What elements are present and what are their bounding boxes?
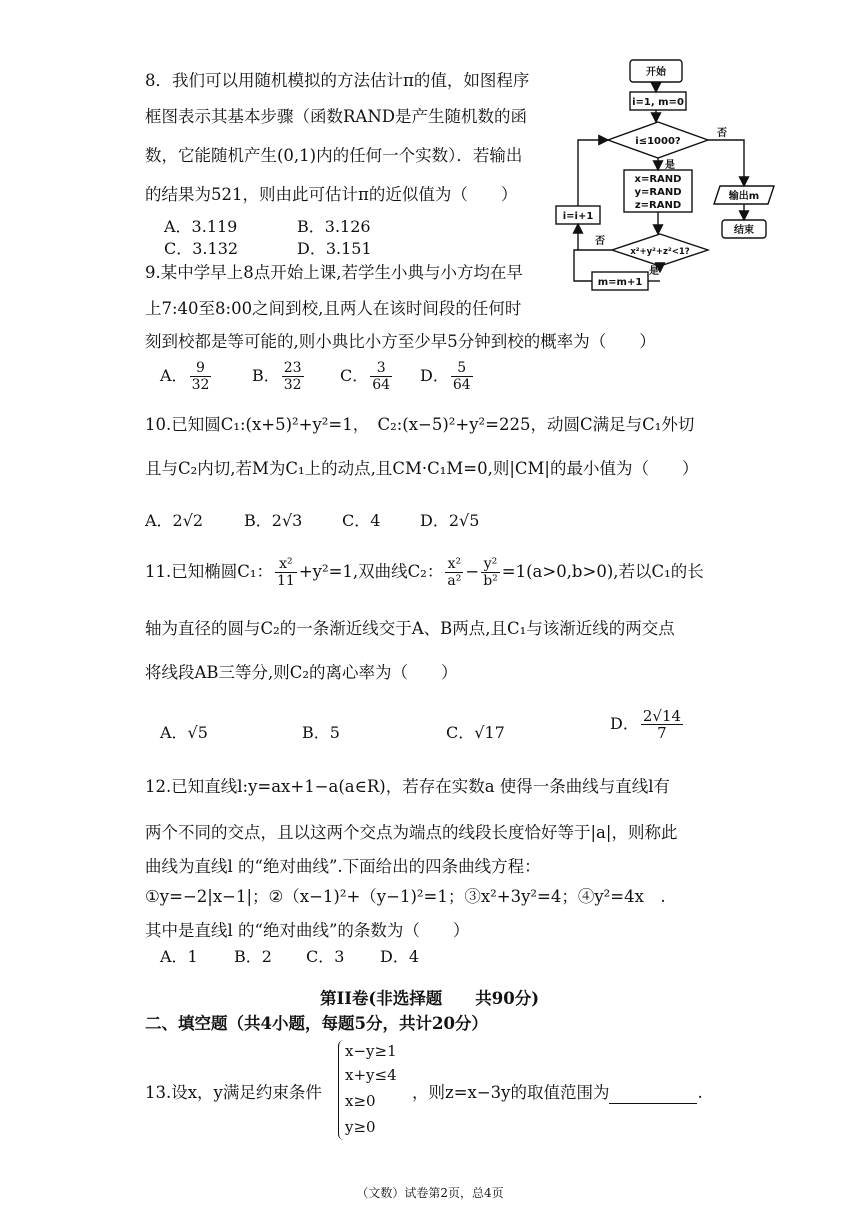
q9-option-d: D． $\frac{5}{64}$ (420, 360, 471, 393)
q8-option-a: A．3.119 (164, 217, 238, 236)
q9-line3: 刻到校都是等可能的,则小典比小方至少早5分钟到校的概率为（ ） (145, 332, 656, 351)
q10-option-d: D．2√5 (420, 511, 480, 530)
section-title: 第II卷(非选择题 共90分) (320, 989, 540, 1008)
q12-option-c: C．3 (306, 947, 345, 966)
q9-option-b: B． $\frac{23}{32}$ (252, 360, 302, 393)
q13-suffix: ，则z=x−3y的取值范围为 . (412, 1083, 703, 1102)
q12-line3: 曲线为直线l 的“绝对曲线”.下面给出的四条曲线方程： (145, 857, 541, 876)
flowchart-increment-m-label: m=m+1 (597, 277, 643, 288)
flowchart-init-label: i=1, m=0 (632, 97, 684, 108)
flowchart-start-label: 开始 (646, 67, 666, 78)
q11-option-d: D． $\frac{2√14}{7}$ (610, 707, 682, 742)
q8-line3: 数，它能随机产生(0,1)内的任何一个实数）．若输出 (145, 146, 523, 165)
flowchart-cond2-label: x²+y²+z²<1? (630, 247, 690, 257)
q9-line2: 上7:40至8:00之间到校,且两人在该时间段的任何时 (145, 299, 522, 318)
flowchart-yes1-label: 是 (665, 160, 675, 171)
q11-option-c: C．√17 (446, 723, 505, 742)
q12-option-d: D．4 (380, 947, 420, 966)
q11-option-b: B．5 (302, 723, 340, 742)
q10-line1: 10.已知圆C₁:(x+5)²+y²=1， C₂:(x−5)²+y²=225，动圆C满足与C₁外切 (145, 415, 695, 434)
flowchart-assign1-label: x=RAND (634, 174, 682, 185)
q8-line2: 框图表示其基本步骤（函数RAND是产生随机数的函 (145, 107, 528, 126)
flowchart-assign3-label: z=RAND (634, 200, 682, 211)
q11-line3: 将线段AB三等分,则C₂的离心率为（ ） (145, 663, 458, 682)
q9-option-c: C． $\frac{3}{64}$ (340, 360, 391, 393)
q12-line1: 12.已知直线l:y=ax+1−a(a∈R)，若存在实数a 使得一条曲线与直线l有 (145, 777, 671, 796)
q9-line1: 9.某中学早上8点开始上课,若学生小典与小方均在早 (145, 263, 523, 282)
q12-option-b: B．2 (234, 947, 272, 966)
flowchart-no2-label: 否 (595, 236, 605, 247)
q13-constraint-3: x≥0 (345, 1092, 376, 1110)
q12-option-a: A．1 (160, 947, 198, 966)
q10-option-a: A．2√2 (145, 511, 204, 530)
q13-constraint-4: y≥0 (345, 1118, 376, 1136)
flowchart-assign2-label: y=RAND (634, 187, 682, 198)
q8-option-c: C．3.132 (164, 239, 239, 258)
q12-line5: 其中是直线l 的“绝对曲线”的条数为（ ） (145, 921, 470, 940)
q10-option-c: C．4 (342, 511, 381, 530)
q10-line2: 且与C₂内切,若M为C₁上的动点,且CM·C₁M=0,则|CM|的最小值为（ ） (145, 459, 699, 478)
q13-constraint-2: x+y≤4 (345, 1066, 397, 1084)
q8-option-b: B．3.126 (297, 217, 371, 236)
flowchart-end-label: 结束 (734, 225, 754, 236)
page-footer: （文数）试卷第2页，总4页 (356, 1186, 504, 1200)
q11-line2: 轴为直径的圆与C₂的一条渐近线交于A、B两点,且C₁与该渐近线的两交点 (145, 619, 675, 638)
q12-line4: ①y=−2|x−1|；②（x−1)²+（y−1)²=1；③x²+3y²=4；④y²=4x . (145, 887, 666, 906)
q11-line1: 11.已知椭圆C₁： $\frac{\text{x²}}{11}$ +y²=1,双曲线C₂： $\frac{\text{x²}}{\text{a²}}$ − $\frac{\text{y²}}{\text{b²}}$ =1(a>0,b>0),若以C₁的长 (145, 556, 704, 589)
q8-option-d: D．3.151 (297, 239, 372, 258)
q9-option-a: A． $\frac{9}{32}$ (160, 360, 210, 393)
flowchart-diagram (548, 52, 778, 292)
q11-option-a: A．√5 (160, 723, 208, 742)
q12-line2: 两个不同的交点，且以这两个交点为端点的线段长度恰好等于|a|，则称此 (145, 823, 678, 842)
q10-option-b: B．2√3 (244, 511, 303, 530)
flowchart-cond1-label: i≤1000? (635, 136, 681, 147)
flowchart-yes2-label: 是 (649, 266, 659, 277)
q8-line4: 的结果为521，则由此可估计π的近似值为（ ） (145, 185, 518, 204)
flowchart-no1-label: 否 (717, 128, 727, 139)
q13-answer-blank[interactable] (609, 1087, 697, 1104)
q13-constraint-brace (338, 1040, 409, 1140)
flowchart-output-label: 输出m (728, 191, 760, 202)
flowchart-increment-i-label: i=i+1 (562, 211, 594, 222)
section-heading: 二、填空题（共4小题，每题5分，共计20分） (145, 1014, 488, 1033)
q13-prefix: 13.设x，y满足约束条件 (145, 1083, 322, 1102)
q8-line1: 8．我们可以用随机模拟的方法估计π的值，如图程序 (145, 71, 530, 90)
q13-constraint-1: x−y≥1 (345, 1042, 397, 1060)
